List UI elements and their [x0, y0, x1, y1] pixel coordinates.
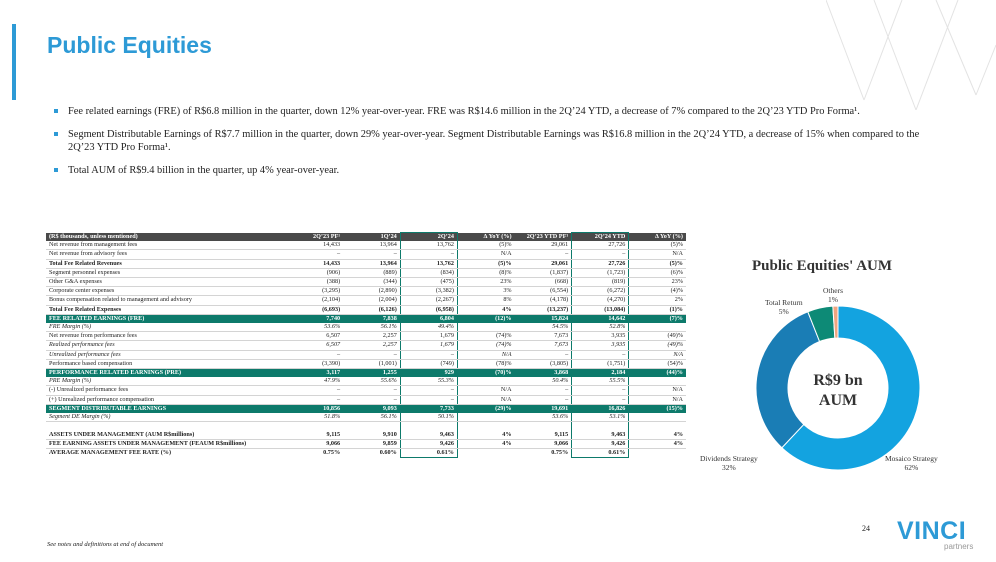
table-cell: N/A — [629, 250, 686, 259]
table-cell: Segment DE Margin (%) — [46, 413, 286, 422]
table-cell: PERFORMANCE RELATED EARNINGS (PRE) — [46, 369, 286, 378]
vinci-logo: VINCI — [897, 517, 967, 545]
table-cell: (906) — [286, 268, 343, 277]
bullet-fre: Fee related earnings (FRE) of R$6.8 million in the quarter, down 12% year-over-year. FRE was R$14.6 million in the 2Q’24 YTD, a decrease of 7% compared to the 2Q’23 YTD Pro Forma¹. — [52, 105, 932, 119]
table-cell: N/A — [629, 386, 686, 395]
table-cell: Net revenue from management fees — [46, 241, 286, 250]
table-header-cell: 2Q’23 YTD PF¹ — [515, 233, 572, 242]
table-cell: FEE RELATED EARNINGS (FRE) — [46, 314, 286, 323]
table-cell: 55.6% — [343, 377, 400, 386]
table-row — [46, 369, 686, 378]
table-cell: (3,805) — [515, 359, 572, 368]
table-cell: 8% — [457, 296, 514, 305]
table-cell: (54)% — [629, 359, 686, 368]
table-cell: N/A — [629, 395, 686, 404]
table-row — [46, 241, 686, 250]
table-cell: (-) Unrealized performance fees — [46, 386, 286, 395]
title-accent-bar — [12, 24, 16, 100]
bullet-sde: Segment Distributable Earnings of R$7.7 million in the quarter, down 29% year-over-year. Segment Distributable Earnings was R$16.8 million in the 2Q’24 YTD, a decrease of 15% when compared to the 2Q’23 YTD Pro Forma¹. — [52, 128, 932, 155]
table-cell: – — [400, 350, 457, 359]
table-cell: 6,507 — [286, 332, 343, 341]
table-cell: 929 — [400, 369, 457, 378]
table-cell: 52.8% — [572, 323, 629, 332]
bullet-aum: Total AUM of R$9.4 billion in the quarter, up 4% year-over-year. — [52, 164, 932, 178]
table-cell: – — [343, 350, 400, 359]
table-cell: 54.5% — [515, 323, 572, 332]
table-row — [46, 278, 686, 287]
table-cell: 7,740 — [286, 314, 343, 323]
table-cell: Net revenue from advisory fees — [46, 250, 286, 259]
legend-mosaico — [885, 454, 938, 472]
table-cell — [457, 422, 514, 431]
table-cell: 4% — [457, 439, 514, 448]
table-cell — [515, 422, 572, 431]
table-cell: Segment personnel expenses — [46, 268, 286, 277]
table-cell: 4% — [629, 439, 686, 448]
table-cell: – — [400, 386, 457, 395]
table-row — [46, 431, 686, 440]
table-cell: Total Fee Related Expenses — [46, 305, 286, 314]
table-cell: – — [400, 250, 457, 259]
table-cell — [457, 323, 514, 332]
page-number: 24 — [862, 524, 870, 533]
table-cell: 51.8% — [286, 413, 343, 422]
table-cell: 15,824 — [515, 314, 572, 323]
table-cell: 0.75% — [323, 449, 341, 457]
table-cell: (1)% — [629, 305, 686, 314]
table-cell — [629, 422, 686, 431]
table-cell: N/A — [457, 350, 514, 359]
table-cell: (3,390) — [286, 359, 343, 368]
table-cell: (6,554) — [515, 287, 572, 296]
table-cell: 27,726 — [572, 241, 629, 250]
table-cell — [400, 422, 457, 431]
table-cell: 1,679 — [400, 341, 457, 350]
table-cell: 13,762 — [400, 241, 457, 250]
legend-others-value: 1% — [828, 295, 838, 304]
table-cell: – — [515, 386, 572, 395]
table-cell: 13,762 — [400, 259, 457, 268]
table-cell: 7,838 — [343, 314, 400, 323]
table-cell: – — [515, 250, 572, 259]
table-cell: 0.75% — [551, 449, 569, 457]
table-cell: (475) — [400, 278, 457, 287]
table-cell: 3% — [457, 287, 514, 296]
table-cell: 9,093 — [343, 404, 400, 413]
table-cell: N/A — [457, 395, 514, 404]
table-cell: 2,184 — [572, 369, 629, 378]
table-cell: (3,382) — [400, 287, 457, 296]
table-cell: (1,001) — [343, 359, 400, 368]
table-header-cell: 2Q’24 — [400, 233, 457, 242]
table-cell: (13,237) — [515, 305, 572, 314]
table-cell: (6,272) — [572, 287, 629, 296]
table-cell: Unrealized performance fees — [46, 350, 286, 359]
table-cell: Realized performance fees — [46, 341, 286, 350]
legend-dividends-name: Dividends Strategy — [700, 454, 758, 463]
table-row — [46, 259, 686, 268]
table-row — [46, 386, 686, 395]
table-cell: 7,733 — [400, 404, 457, 413]
table-cell: 9,115 — [286, 431, 343, 440]
table-cell: (388) — [286, 278, 343, 287]
table-cell — [286, 422, 343, 431]
table-cell: (44)% — [629, 369, 686, 378]
table-cell: 7,673 — [515, 332, 572, 341]
table-cell: 14,433 — [286, 259, 343, 268]
table-cell: 50.1% — [400, 413, 457, 422]
table-cell: N/A — [629, 350, 686, 359]
table-cell: (49)% — [629, 341, 686, 350]
table-cell: (5)% — [629, 259, 686, 268]
table-row — [46, 395, 686, 404]
table-row — [46, 323, 686, 332]
table-cell: SEGMENT DISTRIBUTABLE EARNINGS — [46, 404, 286, 413]
table-cell: 9,066 — [515, 439, 572, 448]
table-cell — [457, 449, 514, 458]
table-cell: FEE EARNING ASSETS UNDER MANAGEMENT (FEAUM R$millions) — [46, 439, 286, 448]
table-cell: (8)% — [457, 268, 514, 277]
table-cell: (5)% — [457, 259, 514, 268]
table-cell: – — [343, 386, 400, 395]
table-cell: 29,061 — [515, 241, 572, 250]
table-cell: – — [400, 395, 457, 404]
table-cell — [457, 377, 514, 386]
table-cell: – — [286, 386, 343, 395]
donut-center-label: AUM — [818, 392, 858, 409]
table-cell: (74)% — [457, 341, 514, 350]
table-row — [46, 439, 686, 448]
table-cell: – — [286, 350, 343, 359]
table-cell: (49)% — [629, 332, 686, 341]
table-cell: (749) — [400, 359, 457, 368]
table-cell: (2,890) — [343, 287, 400, 296]
table-cell: – — [572, 386, 629, 395]
table-row — [46, 268, 686, 277]
table-cell: 9,426 — [400, 439, 457, 448]
table-row — [46, 250, 686, 259]
table-cell: (6,693) — [286, 305, 343, 314]
table-cell: 4% — [629, 431, 686, 440]
table-row — [46, 422, 686, 431]
table-header-cell: 1Q’24 — [343, 233, 400, 242]
table-header-row — [46, 233, 686, 242]
table-cell: (1,751) — [572, 359, 629, 368]
table-cell: 2,257 — [343, 341, 400, 350]
table-cell: 0.61% — [400, 449, 457, 458]
table-cell: Corporate center expenses — [46, 287, 286, 296]
table-row — [46, 332, 686, 341]
table-cell: 0.60% — [379, 449, 397, 457]
table-row — [46, 350, 686, 359]
table-cell: 9,859 — [343, 439, 400, 448]
table-cell: 9,115 — [515, 431, 572, 440]
table-cell — [629, 413, 686, 422]
table-cell: Total Fee Related Revenues — [46, 259, 286, 268]
table-cell: 9,066 — [286, 439, 343, 448]
table-cell: N/A — [457, 386, 514, 395]
table-cell: (834) — [400, 268, 457, 277]
table-cell: Bonus compensation related to management and advisory — [46, 296, 286, 305]
table-cell: (5)% — [457, 241, 514, 250]
table-cell — [343, 422, 400, 431]
table-cell: – — [343, 395, 400, 404]
table-row — [46, 359, 686, 368]
table-cell: ASSETS UNDER MANAGEMENT (AUM R$millions) — [46, 431, 286, 440]
table-row — [46, 305, 686, 314]
table-cell: 2% — [629, 296, 686, 305]
legend-dividends — [700, 454, 758, 472]
table-cell: 13,964 — [343, 241, 400, 250]
table-cell: 3,935 — [572, 341, 629, 350]
table-cell: – — [572, 395, 629, 404]
table-header-cell: Δ YoY (%) — [457, 233, 514, 242]
footnote: See notes and definitions at end of document — [47, 541, 164, 548]
table-header-cell: Δ YoY (%) — [629, 233, 686, 242]
table-cell: FRE Margin (%) — [46, 323, 286, 332]
table-cell: (6)% — [629, 268, 686, 277]
table-cell: (4,270) — [572, 296, 629, 305]
table-cell: N/A — [457, 250, 514, 259]
table-header-cell: 2Q’24 YTD — [572, 233, 629, 242]
table-cell: PRE Margin (%) — [46, 377, 286, 386]
table-cell: 7,673 — [515, 341, 572, 350]
chart-title: Public Equities' AUM — [752, 258, 893, 274]
table-row — [46, 377, 686, 386]
table-cell: (29)% — [457, 404, 514, 413]
table-cell: 9,910 — [343, 431, 400, 440]
table-cell: 13,964 — [343, 259, 400, 268]
table-cell: (13,084) — [572, 305, 629, 314]
table-cell: 53.6% — [286, 323, 343, 332]
table-cell: (889) — [343, 268, 400, 277]
table-cell: (74)% — [457, 332, 514, 341]
table-row — [46, 287, 686, 296]
table-cell: 55.5% — [572, 377, 629, 386]
table-cell — [629, 377, 686, 386]
table-cell — [572, 422, 629, 431]
table-cell: AVERAGE MANAGEMENT FEE RATE (%) — [49, 449, 172, 457]
table-cell: (3,295) — [286, 287, 343, 296]
table-cell: 27,726 — [572, 259, 629, 268]
table-cell: – — [572, 350, 629, 359]
table-cell: 47.9% — [286, 377, 343, 386]
table-cell: 56.1% — [343, 413, 400, 422]
table-cell: (+) Unrealized performance compensation — [46, 395, 286, 404]
table-row — [46, 449, 686, 458]
table-cell: – — [286, 395, 343, 404]
table-cell: 49.4% — [400, 323, 457, 332]
table-cell: (12)% — [457, 314, 514, 323]
table-cell: 9,463 — [400, 431, 457, 440]
table-cell: 50.4% — [515, 377, 572, 386]
table-cell — [629, 323, 686, 332]
table-cell: (5)% — [629, 241, 686, 250]
table-cell: Other G&A expenses — [46, 278, 286, 287]
table-cell: 14,433 — [286, 241, 343, 250]
table-cell: (2,104) — [286, 296, 343, 305]
table-cell: (668) — [515, 278, 572, 287]
table-cell: 6,804 — [400, 314, 457, 323]
table-cell: (2,004) — [343, 296, 400, 305]
table-row — [46, 404, 686, 413]
table-row — [46, 314, 686, 323]
table-cell: 53.1% — [572, 413, 629, 422]
table-row — [46, 341, 686, 350]
table-header-cell: (R$ thousands, unless mentioned) — [46, 233, 286, 242]
table-row — [46, 413, 686, 422]
donut-slice-dividends-strategy — [756, 312, 820, 448]
table-cell: 23% — [629, 278, 686, 287]
table-cell: (7)% — [629, 314, 686, 323]
table-cell: 3,868 — [515, 369, 572, 378]
table-cell: (15)% — [629, 404, 686, 413]
financial-table — [46, 232, 686, 458]
table-cell: Performance based compensation — [46, 359, 286, 368]
legend-total-return-value: 5% — [778, 307, 789, 316]
table-cell — [629, 449, 686, 458]
table-cell: 10,856 — [286, 404, 343, 413]
legend-others-name: Others — [823, 286, 843, 295]
table-cell: (4)% — [629, 287, 686, 296]
table-cell: 3,117 — [286, 369, 343, 378]
table-cell: (819) — [572, 278, 629, 287]
table-cell: 19,691 — [515, 404, 572, 413]
table-cell: 4% — [457, 431, 514, 440]
donut-center-label: R$9 bn — [813, 372, 863, 389]
table-cell: – — [515, 350, 572, 359]
table-cell: (344) — [343, 278, 400, 287]
legend-mosaico-value: 62% — [904, 463, 919, 472]
page-title: Public Equities — [47, 32, 212, 58]
table-cell: (6,126) — [343, 305, 400, 314]
table-cell: – — [286, 250, 343, 259]
table-cell: 9,463 — [572, 431, 629, 440]
legend-total-return — [765, 298, 803, 316]
table-cell: (1,837) — [515, 268, 572, 277]
table-header-cell: 2Q’23 PF¹ — [286, 233, 343, 242]
legend-dividends-value: 32% — [721, 463, 736, 472]
table-cell: 1,255 — [343, 369, 400, 378]
table-cell: (2,267) — [400, 296, 457, 305]
table-cell: – — [343, 250, 400, 259]
table-cell: 14,642 — [572, 314, 629, 323]
legend-total-return-name: Total Return — [765, 298, 803, 307]
table-cell: (6,958) — [400, 305, 457, 314]
table-cell: (70)% — [457, 369, 514, 378]
table-cell: 16,826 — [572, 404, 629, 413]
table-cell: 29,061 — [515, 259, 572, 268]
summary-bullets — [52, 105, 932, 186]
table-cell: – — [572, 250, 629, 259]
table-cell: 6,507 — [286, 341, 343, 350]
table-cell — [46, 422, 286, 431]
table-cell: 1,679 — [400, 332, 457, 341]
table-cell: – — [515, 395, 572, 404]
table-cell: 4% — [457, 305, 514, 314]
table-cell: 53.6% — [515, 413, 572, 422]
table-row — [46, 296, 686, 305]
table-cell: Net revenue from performance fees — [46, 332, 286, 341]
table-cell: (4,178) — [515, 296, 572, 305]
table-cell: (1,723) — [572, 268, 629, 277]
decorative-v-lines — [826, 0, 996, 110]
table-cell: (78)% — [457, 359, 514, 368]
table-cell: 3,935 — [572, 332, 629, 341]
table-cell: 2,257 — [343, 332, 400, 341]
legend-others — [823, 286, 843, 304]
table-cell: 23% — [457, 278, 514, 287]
table-cell: 9,426 — [572, 439, 629, 448]
vinci-logo-sub: partners — [944, 542, 974, 551]
table-cell: 0.61% — [572, 449, 629, 458]
table-cell: 56.1% — [343, 323, 400, 332]
table-cell — [457, 413, 514, 422]
table-cell: 55.3% — [400, 377, 457, 386]
legend-mosaico-name: Mosaico Strategy — [885, 454, 938, 463]
